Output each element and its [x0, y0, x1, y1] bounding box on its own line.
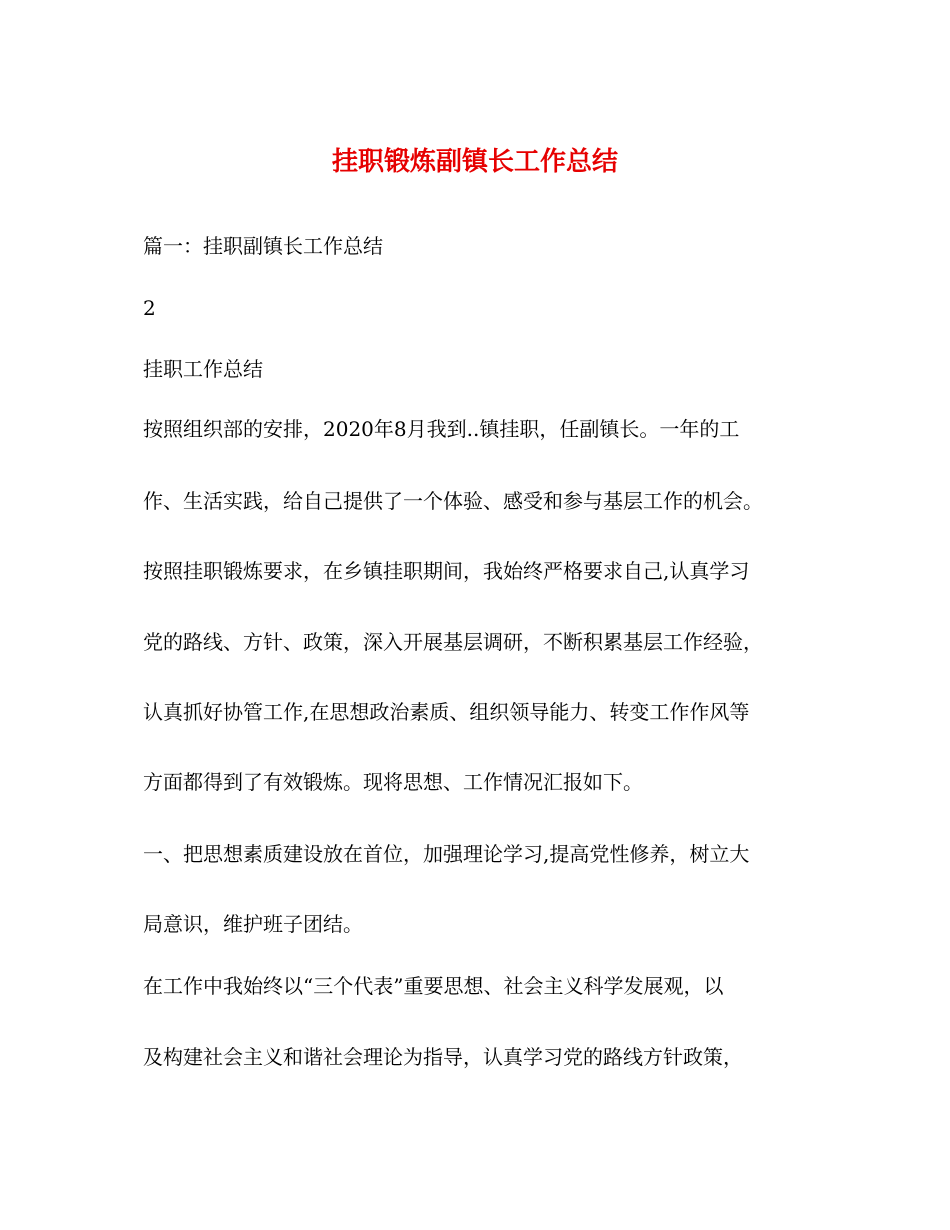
paragraph-line: 一、把思想素质建设放在首位，加强理论学习,提高党性修养，树立大: [143, 842, 750, 866]
section-heading-line: 篇一：挂职副镇长工作总结: [143, 234, 383, 258]
paragraph-line: 作、生活实践，给自己提供了一个体验、感受和参与基层工作的机会。: [143, 489, 763, 513]
paragraph-line: 党的路线、方针、政策，深入开展基层调研，不断积累基层工作经验，: [143, 630, 763, 654]
document-title: 挂职锻炼副镇长工作总结: [331, 147, 618, 177]
paragraph-line: 在工作中我始终以“三个代表”重要思想、社会主义科学发展观，以: [143, 974, 724, 998]
subtitle-line: 挂职工作总结: [143, 357, 263, 381]
paragraph-line: 方面都得到了有效锻炼。现将思想、工作情况汇报如下。: [143, 770, 643, 794]
paragraph-line: 按照组织部的安排，2020年8月我到..镇挂职，任副镇长。一年的工: [143, 417, 740, 441]
page-number-line: 2: [143, 296, 156, 320]
paragraph-line: 及构建社会主义和谐社会理论为指导，认真学习党的路线方针政策，: [143, 1045, 743, 1069]
paragraph-line: 按照挂职锻炼要求，在乡镇挂职期间，我始终严格要求自己,认真学习: [143, 559, 750, 583]
paragraph-line: 认真抓好协管工作,在思想政治素质、组织领导能力、转变工作作风等: [143, 700, 750, 724]
paragraph-line: 局意识，维护班子团结。: [143, 912, 363, 936]
